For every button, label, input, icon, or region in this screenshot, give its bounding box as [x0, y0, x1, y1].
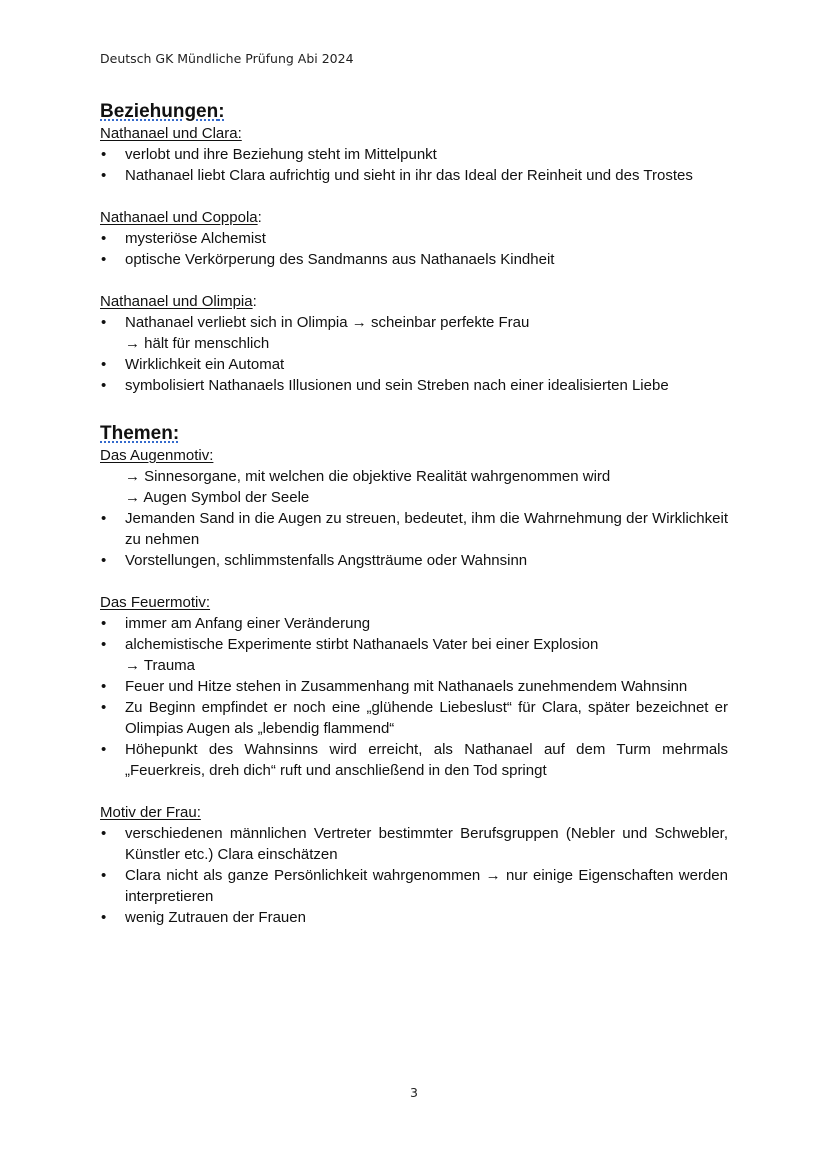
section-title-beziehungen [100, 100, 728, 123]
document-body [100, 100, 728, 949]
list-item: • Höhepunkt des Wahnsinns wird erreicht, als Nathanael auf dem Turm mehrmals „Feuerkreis, dreh dich“ ruft und anschließend in den Tod springt [100, 739, 728, 781]
group-nathanael-clara [100, 123, 728, 186]
subheading-text: Das Augenmotiv: [100, 447, 214, 464]
list-item [100, 312, 728, 354]
subheading-text: Nathanael und Coppola [100, 209, 258, 226]
list-item: • verlobt und ihre Beziehung steht im Mittelpunkt [100, 144, 728, 165]
list-item: • verschiedenen männlichen Vertreter bestimmter Berufsgruppen (Nebler und Schwebler, Künstler etc.) Clara einschätzen [100, 823, 728, 865]
list-item [100, 634, 728, 676]
section-title-text: Beziehungen [100, 101, 219, 122]
group-feuermotiv [100, 592, 728, 781]
list-item: • Nathanael liebt Clara aufrichtig und sieht in ihr das Ideal der Reinheit und des Trostes [100, 165, 728, 186]
section-title-themen: Themen: [100, 423, 180, 444]
list-item-line: → hält für menschlich [125, 335, 270, 352]
subheading-text: Das Feuermotiv: [100, 594, 211, 611]
subheading-text: Motiv der Frau: [100, 804, 201, 821]
list-item: • immer am Anfang einer Veränderung [100, 613, 728, 634]
bullet-list [100, 312, 728, 396]
list-item-line: • alchemistische Experimente stirbt Nathanaels Vater bei einer Explosion [125, 636, 599, 653]
subheading-nathanael-olimpia [100, 291, 728, 312]
page-header: Deutsch GK Mündliche Prüfung Abi 2024 [100, 51, 354, 66]
arrow-line: → Sinnesorgane, mit welchen die objektive Realität wahrgenommen wird [125, 468, 611, 485]
list-item: • mysteriöse Alchemist [100, 228, 728, 249]
subheading-colon: : [257, 209, 262, 226]
subheading-augenmotiv [100, 445, 728, 466]
list-item: • Jemanden Sand in die Augen zu streuen, bedeutet, ihm die Wahrnehmung der Wirklichkeit zu nehmen [100, 508, 728, 550]
list-item: • Clara nicht als ganze Persönlichkeit wahrgenommen → nur einige Eigenschaften werden interpretieren [100, 865, 728, 907]
page-number: 3 [410, 1085, 418, 1100]
list-item: • symbolisiert Nathanaels Illusionen und sein Streben nach einer idealisierten Liebe [100, 375, 728, 396]
group-nathanael-olimpia [100, 291, 728, 396]
group-nathanael-coppola [100, 207, 728, 270]
subheading-colon: : [252, 293, 257, 310]
subheading-feuermotiv [100, 592, 728, 613]
list-item: • Vorstellungen, schlimmstenfalls Angstträume oder Wahnsinn [100, 550, 728, 571]
bullet-list [100, 823, 728, 928]
list-item: • Wirklichkeit ein Automat [100, 354, 728, 375]
list-item: • Feuer und Hitze stehen in Zusammenhang mit Nathanaels zunehmendem Wahnsinn [100, 676, 728, 697]
bullet-list [100, 144, 728, 186]
bullet-list [100, 613, 728, 781]
arrow-line: → Augen Symbol der Seele [125, 489, 310, 506]
bullet-list [100, 228, 728, 270]
list-item-line: → Trauma [125, 657, 196, 674]
group-motiv-der-frau [100, 802, 728, 928]
list-item: • wenig Zutrauen der Frauen [100, 907, 728, 928]
subheading-text: Nathanael und Clara: [100, 125, 242, 142]
subheading-text: Nathanael und Olimpia [100, 293, 253, 310]
list-item: • Zu Beginn empfindet er noch eine „glühende Liebeslust“ für Clara, später bezeichnet er Olimpias Augen als „lebendig flammend“ [100, 697, 728, 739]
subheading-nathanael-coppola [100, 207, 728, 228]
bullet-list [100, 508, 728, 571]
subheading-nathanael-clara [100, 123, 728, 144]
group-augenmotiv [100, 445, 728, 571]
list-item: • optische Verkörperung des Sandmanns aus Nathanaels Kindheit [100, 249, 728, 270]
list-item-line: • Nathanael verliebt sich in Olimpia → scheinbar perfekte Frau [125, 314, 530, 331]
section-title-colon: : [218, 101, 225, 122]
subheading-motiv-der-frau [100, 802, 728, 823]
